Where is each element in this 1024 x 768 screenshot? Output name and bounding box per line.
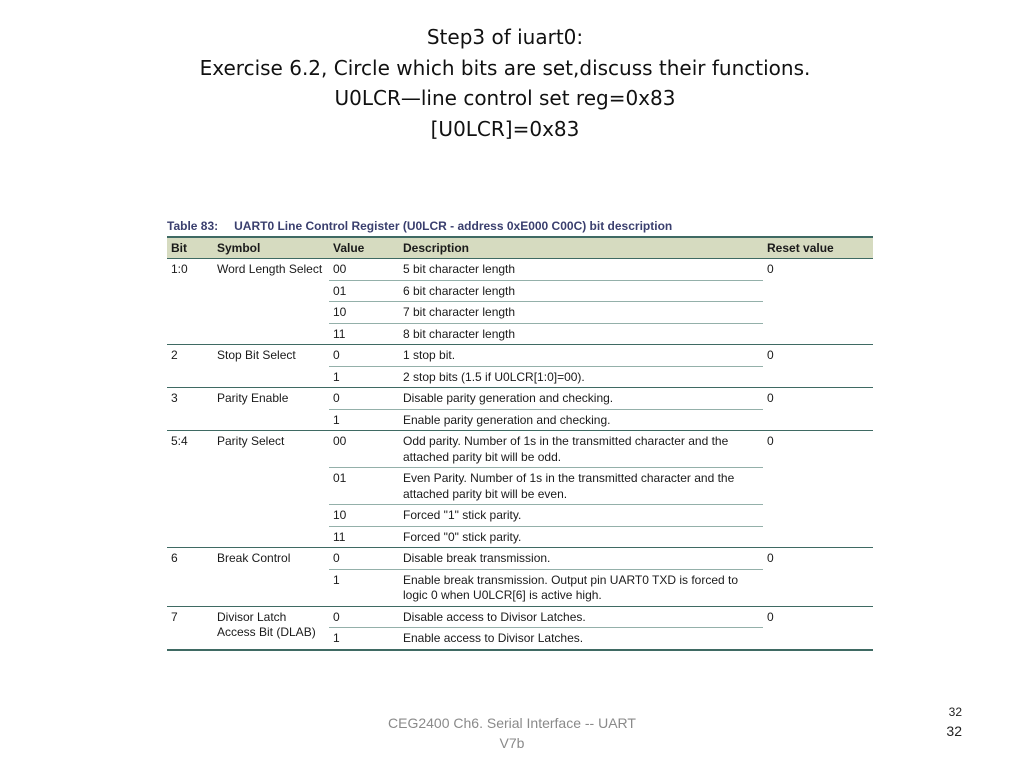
slide-title	[0, 22, 1010, 144]
cell-symbol: Divisor Latch Access Bit (DLAB)	[213, 606, 329, 650]
cell-value: 01	[329, 468, 399, 505]
cell-symbol: Parity Enable	[213, 388, 329, 431]
cell-description: Forced "1" stick parity.	[399, 505, 763, 527]
cell-reset-value: 0	[763, 548, 873, 607]
cell-description: Even Parity. Number of 1s in the transmitted character and the attached parity bit will be even.	[399, 468, 763, 505]
table-row	[167, 431, 873, 468]
cell-value: 0	[329, 345, 399, 367]
footer-course-line: CEG2400 Ch6. Serial Interface -- UART	[388, 715, 636, 731]
cell-reset-value: 0	[763, 345, 873, 388]
title-line-register: U0LCR—line control set reg=0x83	[334, 86, 676, 110]
cell-reset-value: 0	[763, 606, 873, 650]
table-row	[167, 345, 873, 367]
cell-description: 6 bit character length	[399, 280, 763, 302]
header-bit: Bit	[167, 237, 213, 259]
cell-bit: 2	[167, 345, 213, 388]
cell-bit: 1:0	[167, 259, 213, 345]
cell-symbol: Break Control	[213, 548, 329, 607]
cell-description: Disable access to Divisor Latches.	[399, 606, 763, 628]
title-line-exercise: Exercise 6.2, Circle which bits are set,discuss their functions.	[199, 55, 811, 80]
cell-value: 0	[329, 606, 399, 628]
cell-description: Forced "0" stick parity.	[399, 526, 763, 548]
cell-description: 1 stop bit.	[399, 345, 763, 367]
table-caption-label: Table 83:	[167, 219, 219, 233]
cell-value: 1	[329, 628, 399, 650]
header-description: Description	[399, 237, 763, 259]
cell-description: 5 bit character length	[399, 259, 763, 281]
cell-reset-value: 0	[763, 431, 873, 548]
cell-bit: 5:4	[167, 431, 213, 548]
cell-description: Enable parity generation and checking.	[399, 409, 763, 431]
table-caption-text: UART0 Line Control Register (U0LCR - address 0xE000 C00C) bit description	[234, 219, 673, 233]
register-table-container	[167, 216, 873, 651]
cell-description: Enable access to Divisor Latches.	[399, 628, 763, 650]
cell-value: 11	[329, 323, 399, 345]
cell-value: 0	[329, 388, 399, 410]
cell-value: 01	[329, 280, 399, 302]
cell-description: Odd parity. Number of 1s in the transmitted character and the attached parity bit will be odd.	[399, 431, 763, 468]
cell-reset-value: 0	[763, 259, 873, 345]
title-line-value: [U0LCR]=0x83	[430, 116, 580, 141]
table-caption	[167, 216, 873, 236]
header-value: Value	[329, 237, 399, 259]
table-row	[167, 606, 873, 628]
cell-bit: 6	[167, 548, 213, 607]
slide-footer	[350, 713, 674, 753]
cell-bit: 3	[167, 388, 213, 431]
cell-description: Disable break transmission.	[399, 548, 763, 570]
cell-description: 8 bit character length	[399, 323, 763, 345]
table-row	[167, 388, 873, 410]
header-reset-value: Reset value	[763, 237, 873, 259]
cell-symbol: Stop Bit Select	[213, 345, 329, 388]
cell-value: 00	[329, 431, 399, 468]
cell-symbol: Parity Select	[213, 431, 329, 548]
cell-value: 00	[329, 259, 399, 281]
footer-version-line: V7b	[499, 735, 525, 751]
table-row	[167, 259, 873, 281]
table-header-row	[167, 237, 873, 259]
cell-value: 10	[329, 302, 399, 324]
cell-value: 1	[329, 409, 399, 431]
cell-value: 11	[329, 526, 399, 548]
table-row	[167, 548, 873, 570]
cell-description: 2 stop bits (1.5 if U0LCR[1:0]=00).	[399, 366, 763, 388]
page-number: 32	[946, 723, 962, 739]
cell-description: 7 bit character length	[399, 302, 763, 324]
cell-value: 1	[329, 366, 399, 388]
cell-reset-value: 0	[763, 388, 873, 431]
cell-value: 1	[329, 569, 399, 606]
header-symbol: Symbol	[213, 237, 329, 259]
title-line-step: Step3 of iuart0:	[426, 25, 584, 49]
cell-value: 10	[329, 505, 399, 527]
cell-bit: 7	[167, 606, 213, 650]
cell-description: Enable break transmission. Output pin UART0 TXD is forced to logic 0 when U0LCR[6] is active high.	[399, 569, 763, 606]
register-bit-table	[167, 236, 873, 651]
cell-symbol: Word Length Select	[213, 259, 329, 345]
table-body	[167, 259, 873, 650]
page-number-small: 32	[948, 705, 962, 719]
cell-value: 0	[329, 548, 399, 570]
cell-description: Disable parity generation and checking.	[399, 388, 763, 410]
